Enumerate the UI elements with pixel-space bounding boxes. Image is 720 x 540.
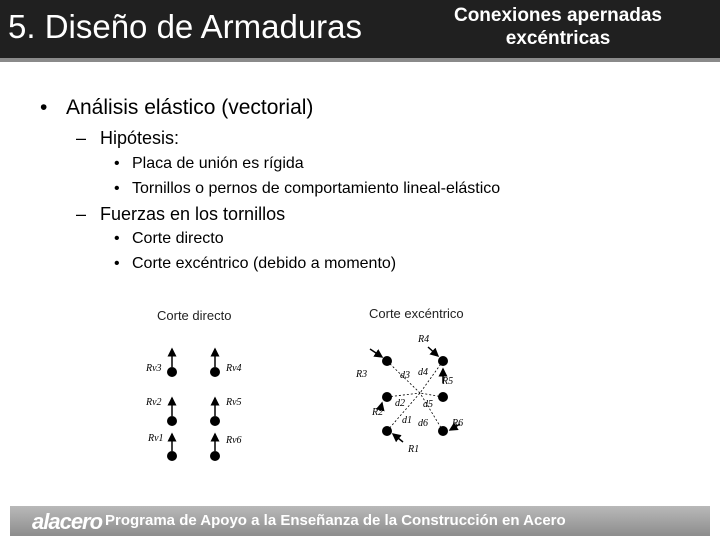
caption-corte-excentrico: Corte excéntrico <box>369 306 464 321</box>
bolt-marker <box>167 451 177 461</box>
slide-title: 5. Diseño de Armaduras <box>8 8 363 45</box>
sub-bullet-fuerzas <box>76 204 285 225</box>
bullet-text: Análisis elástico (vectorial) <box>66 96 314 119</box>
bolt-marker <box>167 367 177 377</box>
label-r6: R6 <box>452 418 464 429</box>
subtitle-line-1: Conexiones apernadas <box>453 5 663 26</box>
bolt-marker <box>167 416 177 426</box>
bolt-marker <box>438 356 448 366</box>
bullet-dot: • <box>114 255 120 272</box>
label-d5: d5 <box>423 399 433 410</box>
bullet-level1 <box>40 96 313 120</box>
bullet-dot: • <box>114 155 120 172</box>
bolt-marker <box>382 392 392 402</box>
list-item-text: Corte excéntrico (debido a momento) <box>132 255 397 272</box>
dash-marker: – <box>76 128 87 148</box>
label-d1: d1 <box>402 415 412 426</box>
bolt-marker <box>382 426 392 436</box>
sub-bullet-text: Fuerzas en los tornillos <box>100 204 286 224</box>
list-item <box>114 180 500 198</box>
label-r4: R4 <box>418 334 430 345</box>
footer-bar <box>10 506 710 536</box>
list-item <box>114 255 396 273</box>
bolt-marker <box>210 451 220 461</box>
sub-bullet-text: Hipótesis: <box>100 128 180 148</box>
bolt-marker <box>438 392 448 402</box>
direct-shear-group <box>145 349 242 461</box>
list-item <box>114 230 224 248</box>
bolt-marker <box>438 426 448 436</box>
bolt-marker <box>210 367 220 377</box>
bullet-dot: • <box>40 96 48 119</box>
bolt-force-diagram <box>120 325 500 465</box>
label-d3: d3 <box>400 370 410 381</box>
list-item-text: Corte directo <box>132 230 224 247</box>
footer-program-text: Programa de Apoyo a la Enseñanza de la Construcción en Acero <box>105 512 566 529</box>
label-r1: R1 <box>408 444 420 455</box>
eccentric-shear-group <box>355 334 463 455</box>
sub-bullet-hipotesis <box>76 128 179 149</box>
label-d6: d6 <box>418 418 428 429</box>
label-d2: d2 <box>395 398 405 409</box>
bullet-dot: • <box>114 230 120 247</box>
label-rv3: Rv3 <box>146 363 162 374</box>
label-r2: R2 <box>372 407 384 418</box>
label-rv2: Rv2 <box>146 397 162 408</box>
label-rv5: Rv5 <box>226 397 242 408</box>
subtitle-line-2: excéntricas <box>505 28 611 49</box>
list-item-text: Placa de unión es rígida <box>132 155 304 172</box>
label-r5: R5 <box>442 376 454 387</box>
list-item-text: Tornillos o pernos de comportamiento lineal-elástico <box>132 180 501 197</box>
label-d4: d4 <box>418 367 428 378</box>
dash-marker: – <box>76 204 87 224</box>
list-item <box>114 155 304 173</box>
caption-corte-directo: Corte directo <box>157 308 232 323</box>
label-rv6: Rv6 <box>226 435 242 446</box>
alacero-logo: alacero <box>32 509 103 534</box>
slide-footer <box>0 500 720 540</box>
label-rv4: Rv4 <box>226 363 242 374</box>
label-rv1: Rv1 <box>148 433 164 444</box>
bolt-marker <box>382 356 392 366</box>
label-r3: R3 <box>356 369 368 380</box>
bolt-marker <box>210 416 220 426</box>
bullet-dot: • <box>114 180 120 197</box>
